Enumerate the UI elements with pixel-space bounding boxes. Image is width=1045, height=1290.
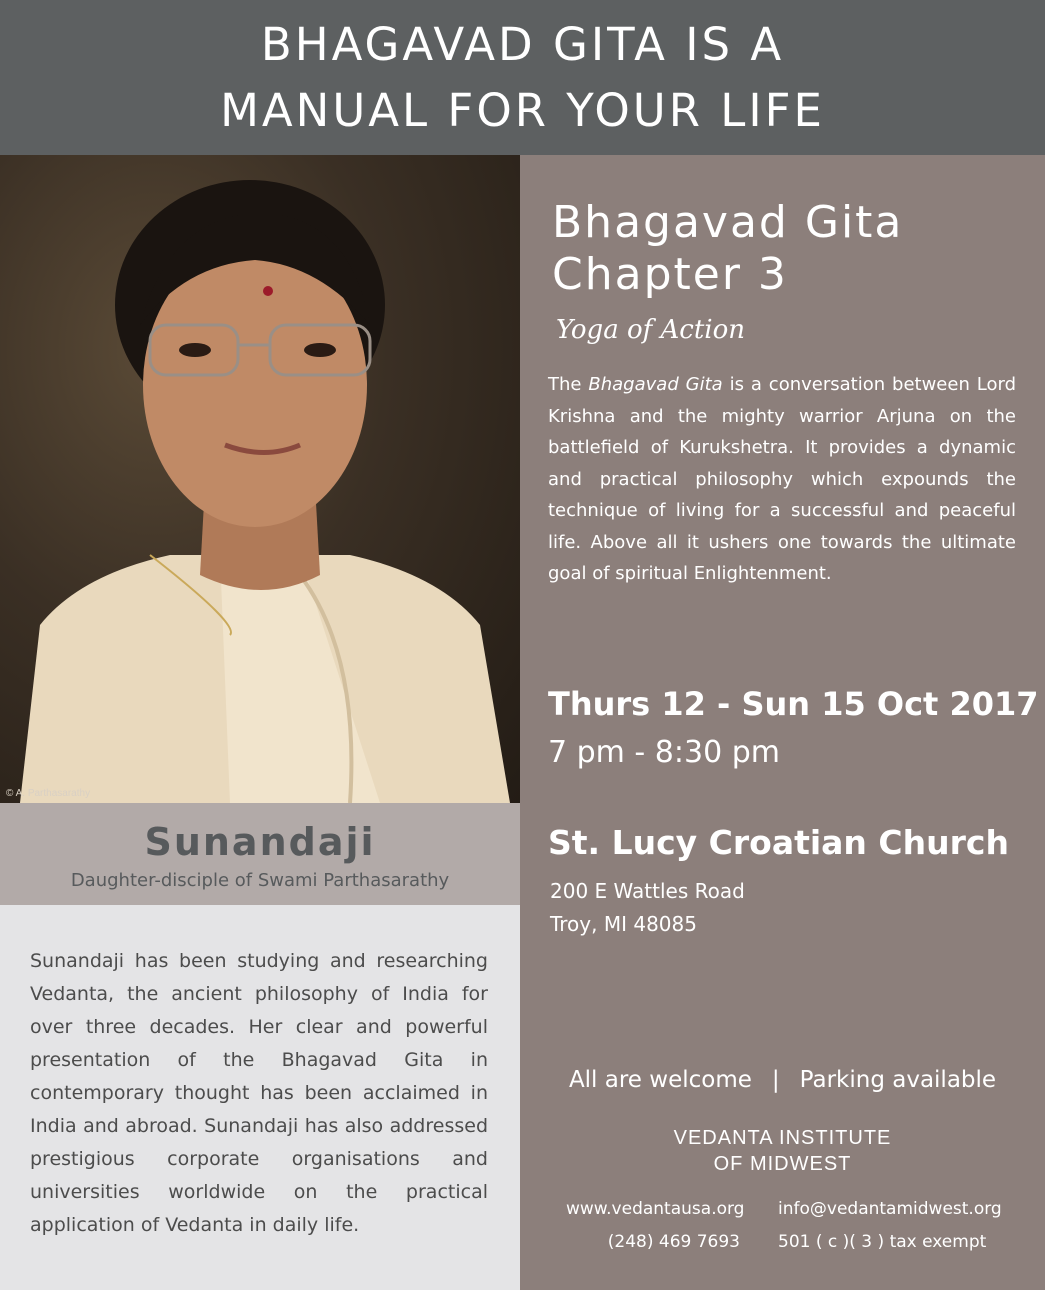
speaker-bio-panel: [0, 905, 520, 1290]
welcome-text: All are welcome: [568, 1067, 752, 1093]
address-line-1: 200 E Wattles Road: [550, 879, 745, 903]
email-link[interactable]: info@vedantamidwest.org: [778, 1199, 1002, 1219]
venue-name: St. Lucy Croatian Church: [548, 823, 1009, 862]
speaker-subtitle: Daughter-disciple of Swami Parthasarathy: [70, 870, 450, 891]
event-title: [552, 197, 903, 301]
event-times: 7 pm - 8:30 pm: [548, 735, 780, 770]
speaker-photo: [0, 155, 520, 803]
event-title-line-2: Chapter 3: [552, 249, 788, 300]
organization-name: [520, 1125, 1045, 1177]
tax-status: 501 ( c )( 3 ) tax exempt: [778, 1232, 987, 1252]
headline-line-2: MANUAL FOR YOUR LIFE: [220, 84, 825, 137]
event-subtitle: Yoga of Action: [556, 315, 746, 345]
org-line-1: VEDANTA INSTITUTE: [673, 1127, 892, 1149]
contacts-right: [778, 1193, 1002, 1259]
headline-line-1: BHAGAVAD GITA IS A: [260, 18, 785, 71]
speaker-name: Sunandaji: [144, 820, 376, 864]
portrait-illustration: [0, 155, 520, 803]
website-link[interactable]: www.vedantausa.org: [566, 1199, 745, 1219]
description-body: is a conversation between Lord Krishna and the mighty warrior Arjuna on the battlefield of Kurukshetra. It provides a dynamic and practical philosophy which expounds the technique of living for a successful and peaceful life. Above all it ushers one towards the ultimate goal of spiritual Enlightenment.: [548, 374, 1017, 584]
event-details-panel: [520, 155, 1045, 1290]
phone-number: (248) 469 7693: [607, 1232, 740, 1252]
org-line-2: OF MIDWEST: [713, 1153, 852, 1175]
speaker-name-panel: [0, 803, 520, 905]
contacts-left: [566, 1193, 745, 1259]
address-line-2: Troy, MI 48085: [550, 912, 697, 936]
event-dates: Thurs 12 - Sun 15 Oct 2017: [548, 685, 1039, 723]
welcome-separator: |: [771, 1067, 780, 1093]
description-emphasis: Bhagavad Gita: [588, 374, 723, 395]
header-banner: [0, 0, 1045, 155]
parking-text: Parking available: [799, 1067, 997, 1093]
welcome-line: [520, 1067, 1045, 1093]
event-description: [548, 369, 1016, 590]
event-title-line-1: Bhagavad Gita: [552, 197, 904, 248]
description-prefix: The: [548, 374, 589, 395]
speaker-bio: Sunandaji has been studying and researching Vedanta, the ancient philosophy of India for over three decades. Her clear and powerful presentation of the Bhagavad Gita in contemporary thought has been acclaimed in India and abroad. Sunandaji has also addressed prestigious corporate organisations and universities worldwide on the practical application of Vedanta in daily life.: [30, 950, 488, 1236]
photo-credit: © A. Parthasarathy: [6, 788, 91, 799]
venue-address: [550, 875, 745, 941]
